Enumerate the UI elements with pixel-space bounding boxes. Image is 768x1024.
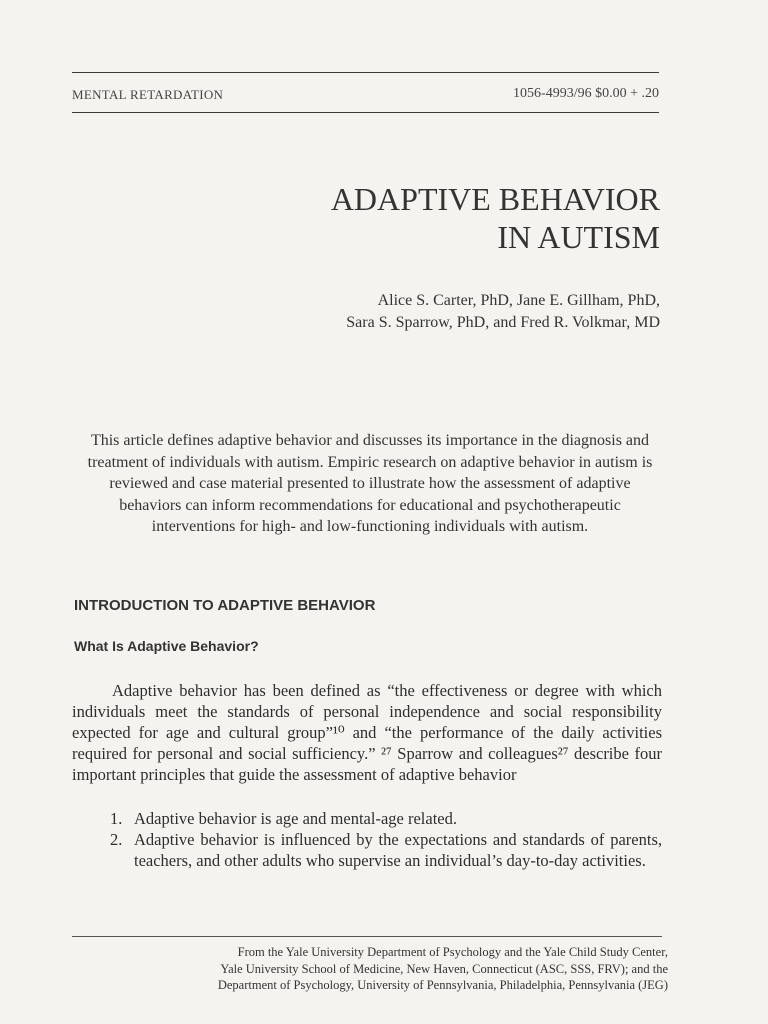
article-title (331, 180, 660, 256)
principles-list (110, 808, 662, 871)
footnote-line-3: Department of Psychology, University of Pennsylvania, Philadelphia, Pennsylvania (JEG) (217, 978, 668, 992)
list-number: 2. (110, 830, 123, 849)
header-bottom-rule (72, 112, 659, 113)
footnote-line-1: From the Yale University Department of Psychology and the Yale Child Study Center, (237, 945, 668, 959)
journal-name: MENTAL RETARDATION (72, 87, 224, 102)
abstract: This article defines adaptive behavior and discusses its importance in the diagnosis and treatment of individuals with autism. Empiric research on adaptive behavior in autism is reviewed and case material presented to illustrate how the assessment of adaptive behaviors can inform recommendations for educational and psychotherapeutic interventions for high- and low-functioning individuals with autism. (87, 432, 653, 535)
authors-line-1: Alice S. Carter, PhD, Jane E. Gillham, PhD, (377, 292, 660, 309)
section-heading: INTRODUCTION TO ADAPTIVE BEHAVIOR (74, 597, 376, 614)
footnote-line-2: Yale University School of Medicine, New Haven, Connecticut (ASC, SSS, FRV); and the (220, 961, 668, 976)
list-text: Adaptive behavior is age and mental-age related. (134, 809, 457, 828)
title-line-2: IN AUTISM (497, 219, 660, 255)
subsection-heading: What Is Adaptive Behavior? (74, 638, 259, 654)
affiliation-footnote (72, 944, 668, 994)
header-top-rule (72, 72, 659, 73)
author-list (346, 290, 660, 334)
list-item (110, 829, 662, 871)
list-item (110, 808, 662, 829)
list-text: Adaptive behavior is influenced by the expectations and standards of parents, teachers, and other adults who supervise an individual’s day-to-day activities. (134, 830, 662, 870)
footnote-rule (72, 936, 662, 937)
authors-line-2: Sara S. Sparrow, PhD, and Fred R. Volkmar, MD (346, 314, 660, 331)
body-paragraph: Adaptive behavior has been defined as “the effectiveness or degree with which individuals meet the standards of personal independence and social responsibility expected for age and cultural group”¹⁰ and “the performance of the daily activities required for personal and social sufficiency.” ²⁷ Sparrow and colleagues²⁷ describe four important principles that guide the assessment of adaptive behavior (72, 681, 662, 784)
title-line-1: ADAPTIVE BEHAVIOR (330, 181, 660, 217)
issn-price: 1056-4993/96 $0.00 + .20 (513, 86, 659, 101)
list-number: 1. (110, 809, 123, 828)
